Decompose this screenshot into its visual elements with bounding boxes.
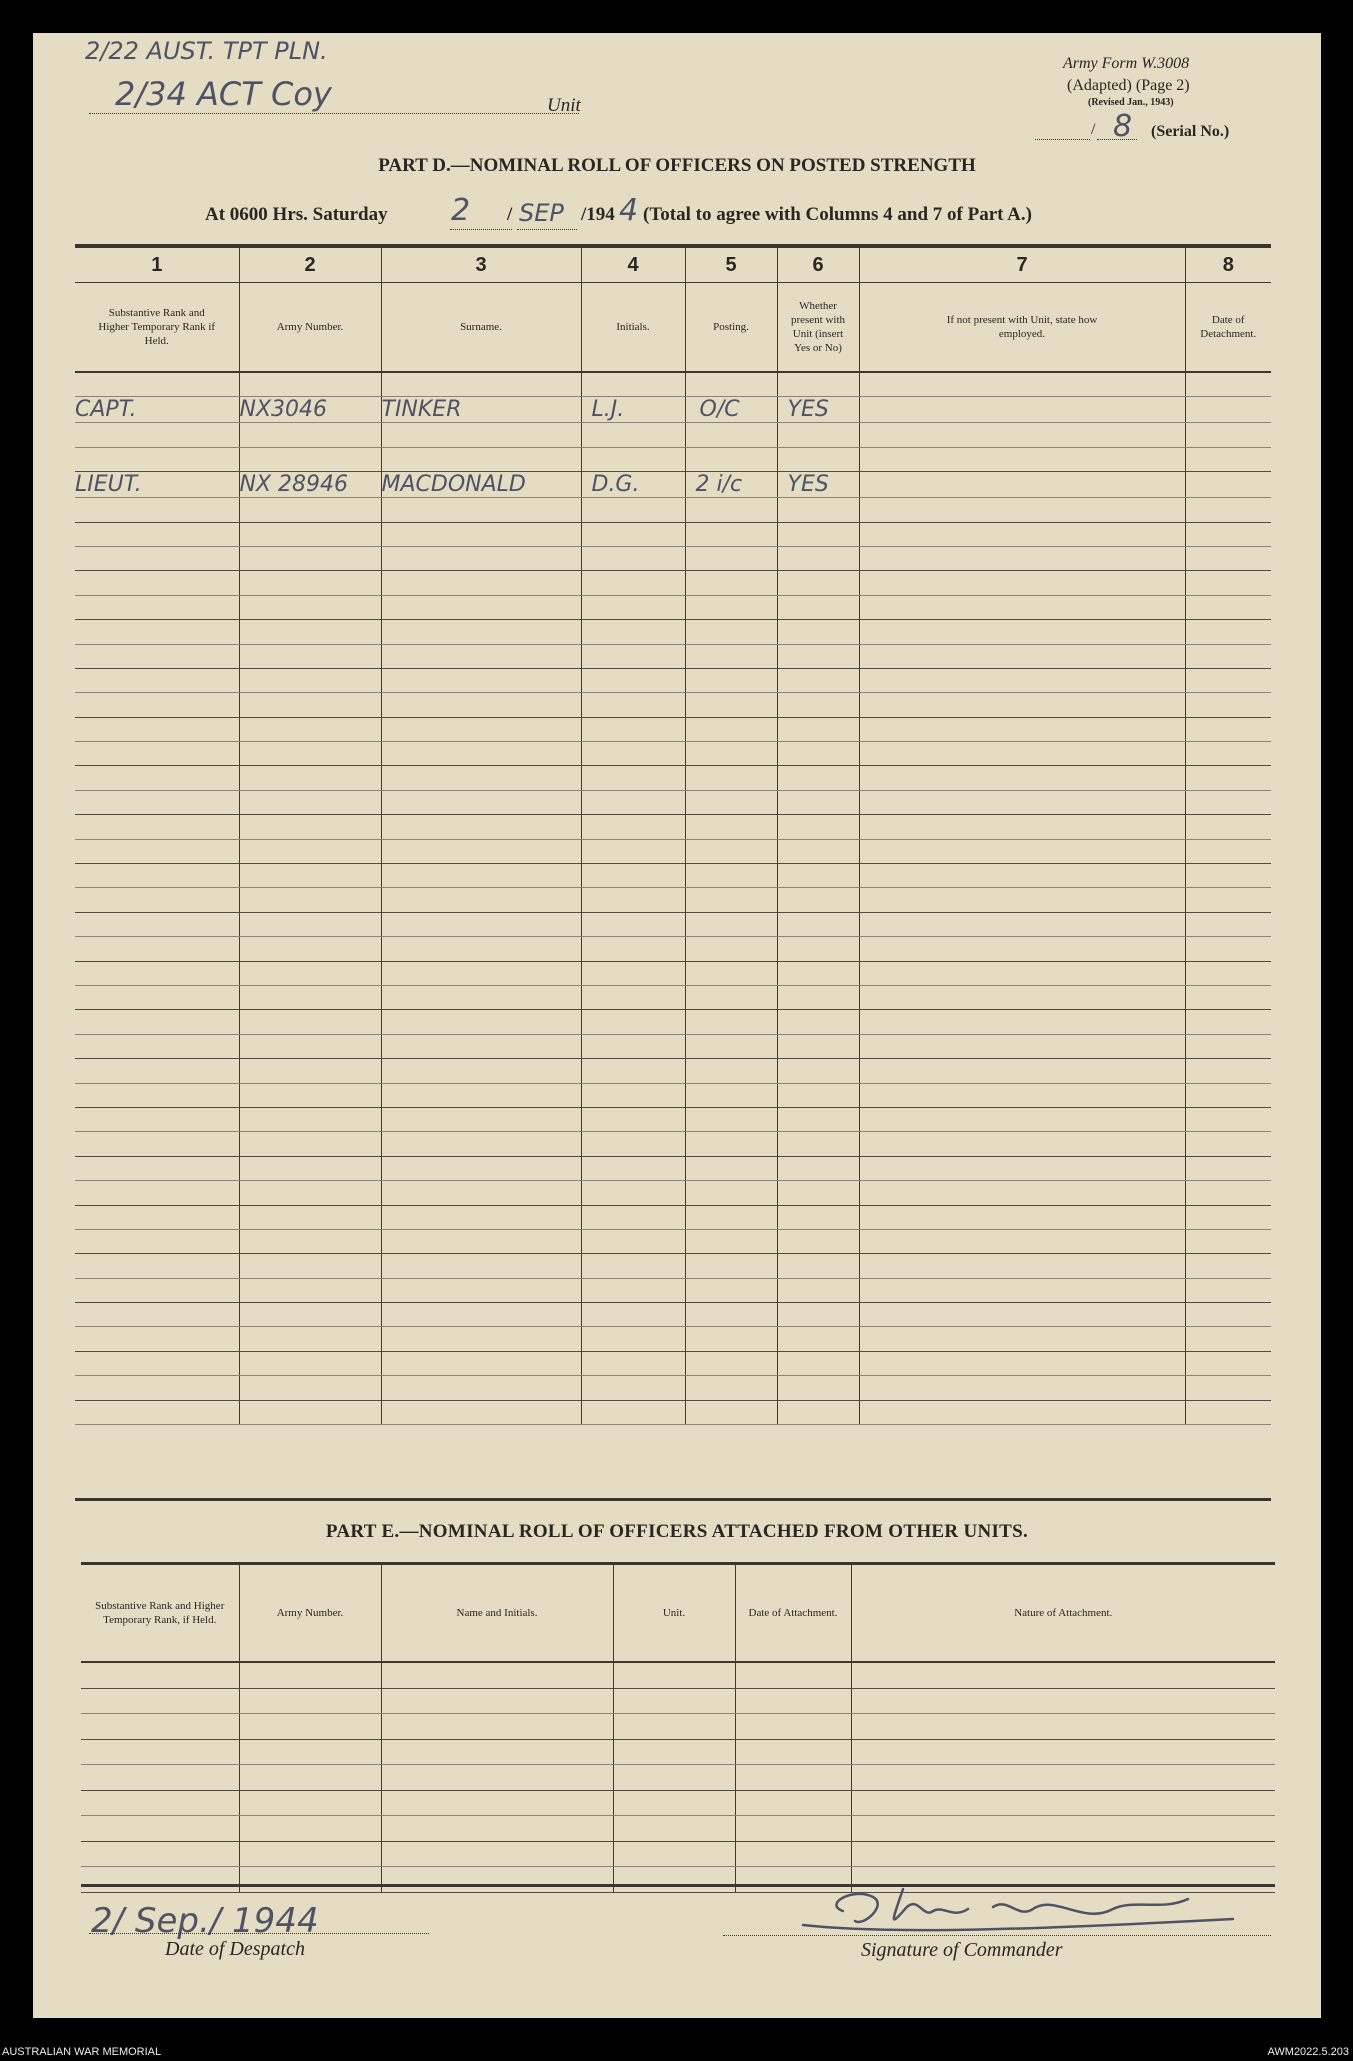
- part-e-table: [81, 1565, 1275, 1893]
- part-d-table: [75, 248, 1271, 1425]
- col-number-1: 1: [75, 248, 239, 283]
- col-header-date-detachment: Date of Detachment.: [1185, 283, 1271, 373]
- blank-row: [75, 815, 1271, 839]
- col-header-posting: Posting.: [685, 283, 777, 373]
- table-row: [75, 397, 1271, 423]
- year-handwritten: 4: [619, 193, 639, 228]
- blank-row: [75, 961, 1271, 985]
- col-number-4: 4: [581, 248, 685, 283]
- blank-row: [75, 766, 1271, 790]
- part-e-header-row: [81, 1565, 1275, 1662]
- initials-cell: L.J.: [581, 397, 685, 423]
- serial-slash: /: [1091, 121, 1096, 138]
- blank-row: [81, 1816, 1275, 1842]
- date-slash: /: [507, 204, 513, 225]
- part-d-blank-rows: [75, 498, 1271, 1425]
- at-suffix: (Total to agree with Columns 4 and 7 of Part A.): [643, 204, 1032, 225]
- posting-cell: 2 i/c: [685, 472, 777, 498]
- signature-mark: [793, 1869, 1253, 1949]
- col-number-3: 3: [381, 248, 581, 283]
- blank-row: [75, 790, 1271, 814]
- col-number-7: 7: [859, 248, 1185, 283]
- blank-row: [81, 1662, 1275, 1688]
- blank-row: [75, 1181, 1271, 1205]
- blank-row: [75, 1059, 1271, 1083]
- at-prefix: At 0600 Hrs. Saturday: [205, 204, 388, 225]
- blank-row: [75, 888, 1271, 912]
- blank-row: [75, 668, 1271, 692]
- blank-row: [75, 571, 1271, 595]
- blank-row: [75, 1205, 1271, 1229]
- blank-row: [75, 546, 1271, 570]
- e-col-header-army-number: Army Number.: [239, 1565, 381, 1662]
- footer-id: AWM2022.5.203: [1267, 2046, 1349, 2058]
- month-dotted: [517, 229, 577, 230]
- unit-label: Unit: [547, 95, 581, 116]
- unit-handwritten-line1: 2/22 AUST. TPT PLN.: [85, 37, 328, 65]
- blank-row: [75, 498, 1271, 522]
- blank-row: [75, 937, 1271, 961]
- col-header-army-number: Army Number.: [239, 283, 381, 373]
- surname-cell: TINKER: [381, 397, 581, 423]
- part-d-bottom-rule: [75, 1498, 1271, 1501]
- initials-cell: D.G.: [581, 472, 685, 498]
- despatch-dotted-line: [89, 1933, 429, 1934]
- blank-row: [75, 620, 1271, 644]
- blank-row: [75, 1254, 1271, 1278]
- blank-row: [75, 1132, 1271, 1156]
- despatch-date-handwritten: 2/ Sep./ 1944: [91, 1901, 319, 1941]
- blank-row: [75, 644, 1271, 668]
- part-d-number-row: [75, 248, 1271, 283]
- col-number-8: 8: [1185, 248, 1271, 283]
- blank-row: [75, 717, 1271, 741]
- e-col-header-date-attachment: Date of Attachment.: [735, 1565, 851, 1662]
- col-header-initials: Initials.: [581, 283, 685, 373]
- table-row: [75, 472, 1271, 498]
- blank-row: [75, 864, 1271, 888]
- date-of-despatch-label: Date of Despatch: [165, 1938, 305, 1960]
- part-d-title: PART D.—NOMINAL ROLL OF OFFICERS ON POSTED STRENGTH: [378, 155, 976, 176]
- blank-row: [75, 595, 1271, 619]
- e-col-header-rank: Substantive Rank and Higher Temporary Rank, if Held.: [81, 1565, 239, 1662]
- part-e-title: PART E.—NOMINAL ROLL OF OFFICERS ATTACHED FROM OTHER UNITS.: [325, 1521, 1029, 1542]
- blank-row: [75, 1034, 1271, 1058]
- col-number-6: 6: [777, 248, 859, 283]
- rank-cell: LIEUT.: [75, 472, 239, 498]
- col-header-rank: Substantive Rank and Higher Temporary Rank if Held.: [75, 283, 239, 373]
- blank-row: [75, 1303, 1271, 1327]
- blank-row: [75, 1278, 1271, 1302]
- blank-row: [81, 1739, 1275, 1765]
- signature-dotted-line: [723, 1935, 1271, 1936]
- present-cell: YES: [777, 397, 859, 423]
- form-revised: (Revised Jan., 1943): [1088, 97, 1174, 108]
- posting-cell: O/C: [685, 397, 777, 423]
- e-col-header-nature: Nature of Attachment.: [851, 1565, 1275, 1662]
- blank-row: [75, 985, 1271, 1009]
- e-col-header-name: Name and Initials.: [381, 1565, 613, 1662]
- day-handwritten: 2: [451, 193, 471, 228]
- blank-row: [81, 1765, 1275, 1791]
- blank-row: [75, 912, 1271, 936]
- army-number-cell: NX 28946: [239, 472, 381, 498]
- serial-dotted-left: [1035, 139, 1090, 140]
- month-handwritten: SEP: [519, 199, 564, 227]
- blank-row: [75, 522, 1271, 546]
- e-col-header-unit: Unit.: [613, 1565, 735, 1662]
- col-header-present: Whether present with Unit (insert Yes or No): [777, 283, 859, 373]
- year-prefix: /194: [581, 204, 615, 225]
- blank-row: [75, 742, 1271, 766]
- blank-row: [75, 1010, 1271, 1034]
- serial-label: (Serial No.): [1151, 123, 1230, 140]
- blank-row: [75, 1351, 1271, 1375]
- unit-handwritten-line2: 2/34 ACT Coy: [115, 75, 332, 113]
- blank-row: [81, 1688, 1275, 1714]
- part-e-blank-rows: [81, 1662, 1275, 1892]
- footer-source: AUSTRALIAN WAR MEMORIAL: [2, 2046, 162, 2058]
- blank-row: [75, 1083, 1271, 1107]
- form-number: Army Form W.3008: [1063, 55, 1190, 72]
- blank-row: [75, 1156, 1271, 1180]
- blank-row: [81, 1714, 1275, 1740]
- army-number-cell: NX3046: [239, 397, 381, 423]
- blank-row: [75, 1107, 1271, 1131]
- surname-cell: MACDONALD: [381, 472, 581, 498]
- rank-cell: CAPT.: [75, 397, 239, 423]
- serial-handwritten: 8: [1113, 109, 1133, 144]
- blank-row: [75, 693, 1271, 717]
- blank-row: [75, 1376, 1271, 1400]
- blank-row: [81, 1790, 1275, 1816]
- col-number-5: 5: [685, 248, 777, 283]
- form-adapted: (Adapted) (Page 2): [1067, 77, 1190, 94]
- unit-dotted-line: [89, 113, 579, 114]
- day-dotted: [450, 229, 512, 230]
- blank-row: [75, 1327, 1271, 1351]
- col-number-2: 2: [239, 248, 381, 283]
- present-cell: YES: [777, 472, 859, 498]
- col-header-surname: Surname.: [381, 283, 581, 373]
- blank-row: [81, 1841, 1275, 1867]
- blank-row: [75, 1229, 1271, 1253]
- blank-row: [75, 1400, 1271, 1424]
- serial-dotted-right: [1097, 139, 1137, 140]
- part-d-header-row: [75, 283, 1271, 373]
- col-header-how-employed: If not present with Unit, state how employed.: [859, 283, 1185, 373]
- signature-of-commander-label: Signature of Commander: [861, 1939, 1063, 1961]
- form-page: [33, 33, 1321, 2018]
- blank-row: [75, 839, 1271, 863]
